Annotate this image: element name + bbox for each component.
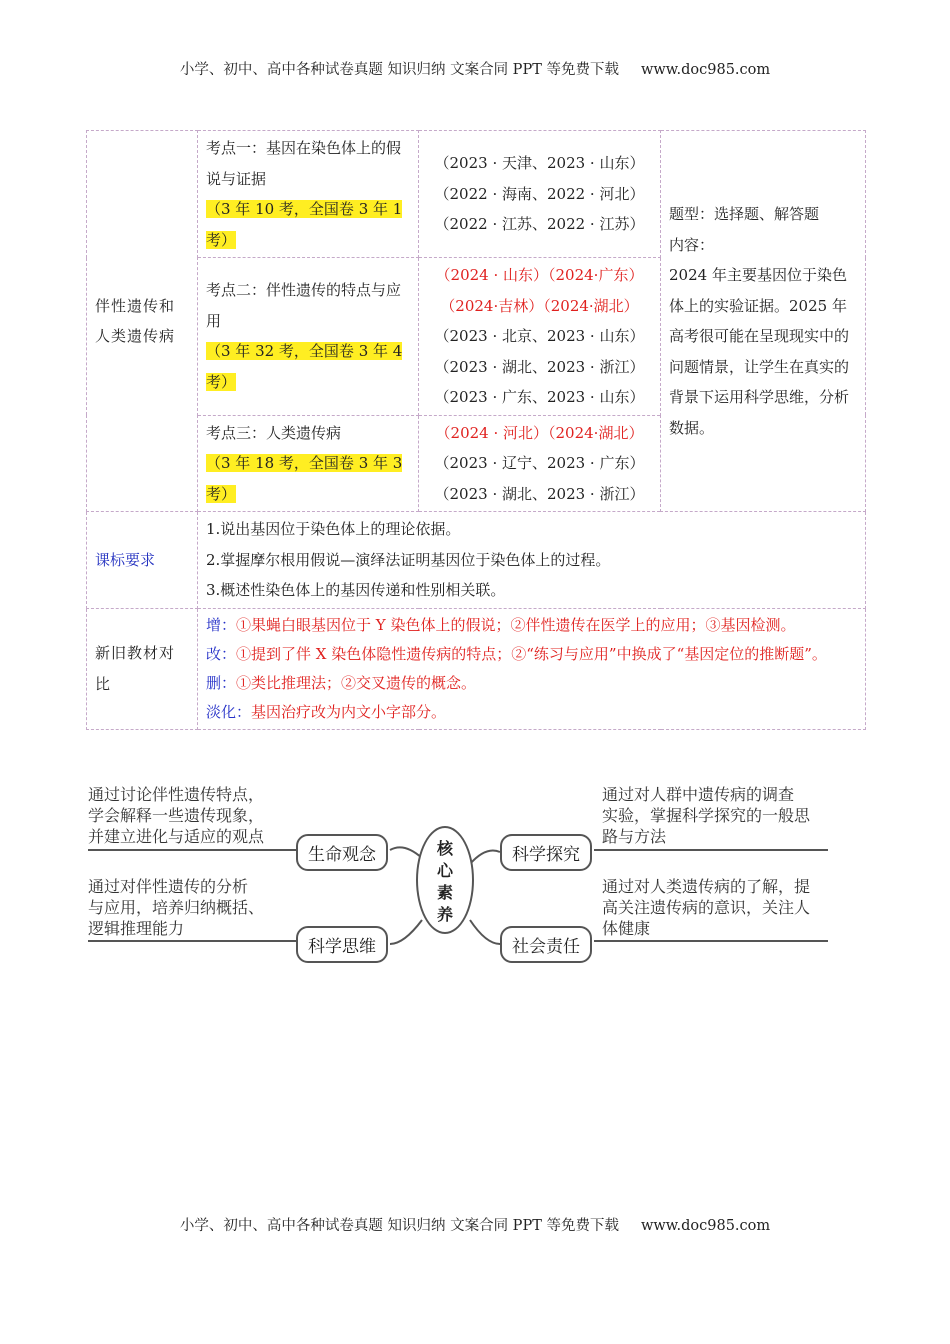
point-cell (198, 131, 419, 258)
years-cell (419, 415, 661, 512)
social-description: 通过对人类遗传病的了解，提 高关注遗传病的意识，关注人 体健康 (602, 877, 811, 938)
scientific-inquiry-node: 科学探究 (500, 834, 592, 871)
curriculum-item: 1.说出基因位于染色体上的理论依据。 (206, 520, 461, 538)
delete-text: ①类比推理法；②交叉遗传的概念。 (236, 673, 477, 692)
curriculum-label: 课标要求 (87, 512, 198, 609)
fade-text: 基因治疗改为内文小字部分。 (251, 702, 447, 721)
point-count: （3 年 32 考，全国卷 3 年 4 考） (206, 342, 403, 391)
social-responsibility-node: 社会责任 (500, 926, 592, 963)
change-label: 改： (206, 644, 237, 663)
year-line: （2023 · 辽宁、2023 · 广东） (434, 454, 645, 472)
core-literacy-node: 核 心 素 养 (416, 826, 474, 934)
year-line: （2023 · 湖北、2023 · 浙江） (434, 484, 645, 503)
core-literacy-mindmap (86, 772, 846, 972)
desc-body: 2024 年主要基因位于染色体上的实验证据。2025 年高考很可能在呈现现实中的问题情景，让学生在真实的背景下运用科学思维，分析数据。 (669, 266, 850, 437)
compare-label: 新旧教材对比 (87, 608, 198, 729)
footer-text: 小学、初中、高中各种试卷真题 知识归纳 文案合同 PPT 等免费下载 (179, 1218, 619, 1234)
add-text: ①果蝇白眼基因位于 Y 染色体上的假说；②伴性遗传在医学上的应用；③基因检测。 (236, 615, 796, 634)
year-line: （2022 · 海南、2022 · 河北） (434, 184, 645, 203)
year-line: （2023 · 北京、2023 · 山东） (434, 327, 645, 345)
table-row (87, 608, 866, 729)
year-line: （2023 · 湖北、2023 · 浙江） (434, 357, 645, 376)
footer-url[interactable]: www.doc985.com (640, 1218, 771, 1234)
topic-cell: 伴性遗传和人类遗传病 (87, 131, 198, 512)
add-label: 增： (206, 615, 237, 634)
point-count: （3 年 18 考，全国卷 3 年 3 考） (206, 454, 403, 503)
page-footer (0, 1214, 950, 1235)
curriculum-cell (198, 512, 866, 609)
header-url[interactable]: www.doc985.com (640, 62, 771, 78)
point-title: 考点一：基因在染色体上的假说与证据 (206, 139, 402, 188)
point-cell (198, 258, 419, 416)
point-title: 考点三：人类遗传病 (206, 423, 342, 442)
point-title: 考点二：伴性遗传的特点与应用 (206, 281, 402, 330)
life-description: 通过讨论伴性遗传特点， 学会解释一些遗传现象， 并建立进化与适应的观点 (88, 785, 265, 846)
fade-label: 淡化： (206, 702, 252, 721)
point-cell (198, 415, 419, 512)
year-line-new: （2024 · 河北）（2024·湖北） (435, 423, 644, 442)
year-line: （2022 · 江苏、2022 · 江苏） (434, 215, 645, 234)
life-concept-node: 生命观念 (296, 834, 388, 871)
curriculum-item: 2.掌握摩尔根用假说—演绎法证明基因位于染色体上的过程。 (206, 550, 611, 569)
years-cell (419, 131, 661, 258)
inquiry-description: 通过对人群中遗传病的调查 实验，掌握科学探究的一般思 路与方法 (602, 785, 811, 846)
table-row (87, 512, 866, 609)
compare-cell (198, 608, 866, 729)
year-line-new: （2024 · 山东）（2024·广东） (435, 266, 644, 284)
page-header (0, 58, 950, 79)
exam-analysis-table (86, 130, 866, 730)
curriculum-item: 3.概述性染色体上的基因传递和性别相关联。 (206, 581, 506, 599)
header-text: 小学、初中、高中各种试卷真题 知识归纳 文案合同 PPT 等免费下载 (179, 62, 619, 78)
year-line-new: （2024·吉林）（2024·湖北） (440, 296, 639, 315)
years-cell (419, 258, 661, 416)
desc-type: 题型：选择题、解答题 (669, 205, 820, 223)
point-count: （3 年 10 考，全国卷 3 年 1 考） (206, 200, 403, 249)
table-row (87, 131, 866, 258)
desc-content-label: 内容： (669, 235, 715, 254)
year-line: （2023 · 天津、2023 · 山东） (434, 154, 645, 173)
change-text: ①提到了伴 X 染色体隐性遗传病的特点；②“练习与应用”中换成了“基因定位的推断题”。 (236, 644, 827, 663)
description-cell (661, 131, 866, 512)
year-line: （2023 · 广东、2023 · 山东） (434, 388, 645, 406)
scientific-thinking-node: 科学思维 (296, 926, 388, 963)
thinking-description: 通过对伴性遗传的分析 与应用，培养归纳概括、 逻辑推理能力 (88, 877, 265, 938)
delete-label: 删： (206, 673, 237, 692)
